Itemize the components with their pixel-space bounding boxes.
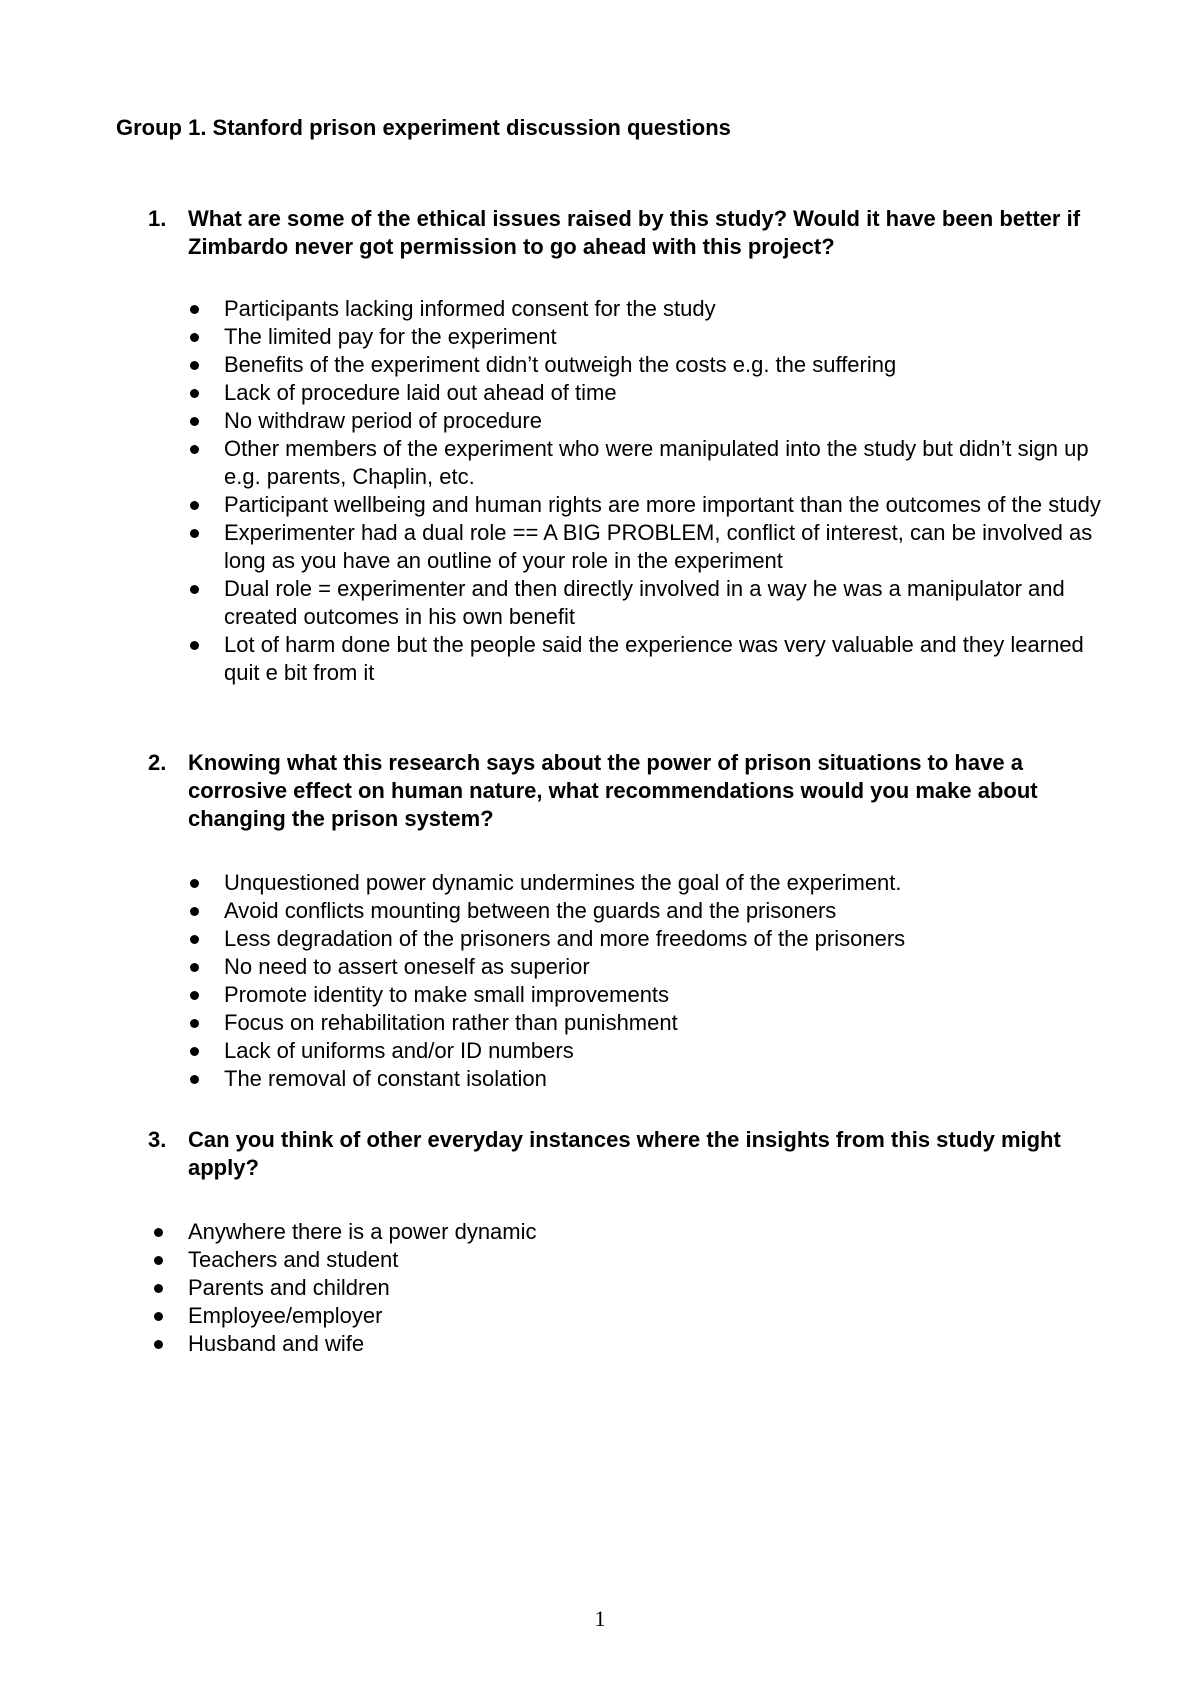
bullet-icon <box>190 963 199 972</box>
bullet-icon <box>190 389 199 398</box>
list-item <box>152 1274 1072 1302</box>
answer-text: Employee/employer <box>188 1303 383 1328</box>
answer-text: Other members of the experiment who were manipulated into the study but didn’t sign up e.g. parents, Chaplin, etc. <box>224 436 1089 489</box>
list-item <box>188 981 1108 1009</box>
answer-text: The removal of constant isolation <box>224 1066 547 1091</box>
answer-text: Dual role = experimenter and then directly involved in a way he was a manipulator and created outcomes in his own benefit <box>224 576 1065 629</box>
list-item <box>188 491 1108 519</box>
answer-text: Promote identity to make small improvements <box>224 982 670 1007</box>
bullet-icon <box>190 907 199 916</box>
bullet-icon <box>154 1228 163 1237</box>
list-item <box>188 575 1108 631</box>
question-number: 2. <box>148 750 167 775</box>
list-item <box>188 435 1108 491</box>
answer-list-2 <box>188 869 1108 1093</box>
bullet-icon <box>190 641 199 650</box>
list-item <box>188 519 1108 575</box>
question-number: 3. <box>148 1127 167 1152</box>
answer-text: Anywhere there is a power dynamic <box>188 1219 537 1244</box>
list-item <box>188 407 1108 435</box>
bullet-icon <box>190 305 199 314</box>
bullet-icon <box>154 1256 163 1265</box>
list-item <box>188 869 1108 897</box>
answer-text: Husband and wife <box>188 1331 365 1356</box>
list-item <box>188 631 1108 687</box>
list-item <box>152 1246 1072 1274</box>
bullet-icon <box>190 417 199 426</box>
answer-text: No withdraw period of procedure <box>224 408 542 433</box>
list-item <box>152 1302 1072 1330</box>
answer-text: The limited pay for the experiment <box>224 324 557 349</box>
question-text: Knowing what this research says about the power of prison situations to have a corrosive effect on human nature, what recommendations would you make about changing the prison system? <box>188 750 1038 831</box>
answer-text: Unquestioned power dynamic undermines the goal of the experiment. <box>224 870 902 895</box>
question-text: Can you think of other everyday instances where the insights from this study might apply? <box>188 1127 1061 1180</box>
answer-list-1 <box>188 295 1108 687</box>
question-number: 1. <box>148 206 167 231</box>
bullet-icon <box>190 1047 199 1056</box>
bullet-icon <box>154 1312 163 1321</box>
question-2 <box>148 749 1098 833</box>
bullet-icon <box>190 445 199 454</box>
bullet-icon <box>190 529 199 538</box>
bullet-icon <box>190 935 199 944</box>
bullet-icon <box>190 991 199 1000</box>
bullet-icon <box>190 361 199 370</box>
answer-text: Participants lacking informed consent for the study <box>224 296 716 321</box>
bullet-icon <box>190 1075 199 1084</box>
question-3 <box>148 1126 1098 1182</box>
answer-text: Parents and children <box>188 1275 390 1300</box>
bullet-icon <box>190 1019 199 1028</box>
answer-text: No need to assert oneself as superior <box>224 954 590 979</box>
list-item <box>188 1065 1108 1093</box>
list-item <box>188 897 1108 925</box>
list-item <box>188 953 1108 981</box>
answer-text: Avoid conflicts mounting between the guards and the prisoners <box>224 898 837 923</box>
answer-text: Participant wellbeing and human rights are more important than the outcomes of the study <box>224 492 1101 517</box>
list-item <box>152 1330 1072 1358</box>
answer-text: Benefits of the experiment didn’t outweigh the costs e.g. the suffering <box>224 352 897 377</box>
answer-list-3 <box>152 1218 1072 1358</box>
bullet-icon <box>190 879 199 888</box>
list-item <box>188 379 1108 407</box>
answer-text: Experimenter had a dual role == A BIG PROBLEM, conflict of interest, can be involved as long as you have an outline of your role in the experiment <box>224 520 1093 573</box>
list-item <box>188 351 1108 379</box>
answer-text: Focus on rehabilitation rather than punishment <box>224 1010 678 1035</box>
list-item <box>188 925 1108 953</box>
answer-text: Lack of procedure laid out ahead of time <box>224 380 617 405</box>
answer-text: Teachers and student <box>188 1247 399 1272</box>
list-item <box>188 1037 1108 1065</box>
document-title: Group 1. Stanford prison experiment discussion questions <box>116 115 731 140</box>
list-item <box>152 1218 1072 1246</box>
page-number: 1 <box>594 1606 606 1631</box>
question-1 <box>148 205 1098 261</box>
list-item <box>188 295 1108 323</box>
list-item <box>188 323 1108 351</box>
bullet-icon <box>154 1340 163 1349</box>
answer-text: Lot of harm done but the people said the experience was very valuable and they learned quit e bit from it <box>224 632 1084 685</box>
bullet-icon <box>190 501 199 510</box>
answer-text: Lack of uniforms and/or ID numbers <box>224 1038 574 1063</box>
bullet-icon <box>190 333 199 342</box>
question-text: What are some of the ethical issues raised by this study? Would it have been better if Zimbardo never got permission to go ahead with this project? <box>188 206 1081 259</box>
bullet-icon <box>154 1284 163 1293</box>
bullet-icon <box>190 585 199 594</box>
answer-text: Less degradation of the prisoners and more freedoms of the prisoners <box>224 926 906 951</box>
list-item <box>188 1009 1108 1037</box>
